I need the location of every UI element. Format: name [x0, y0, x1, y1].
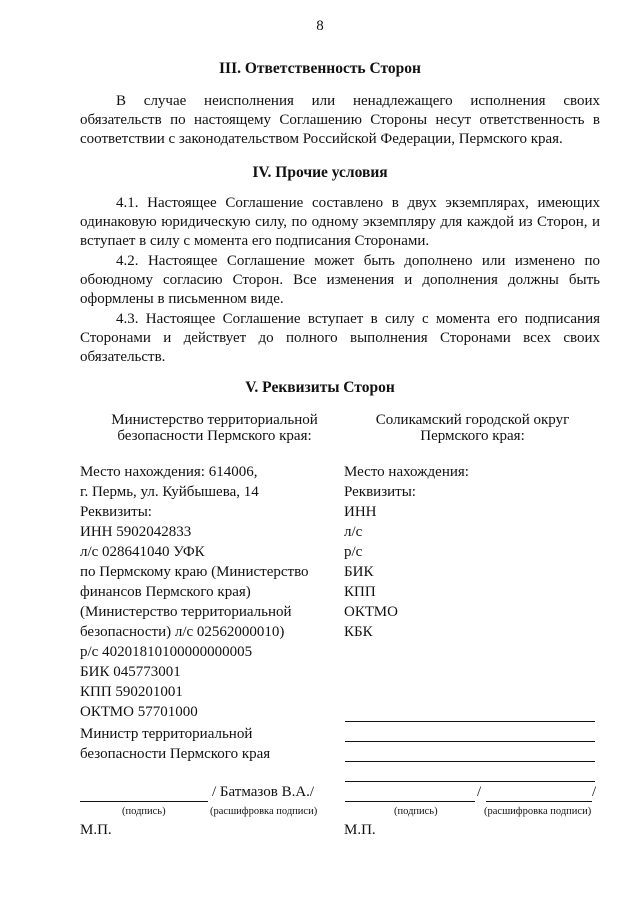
left-line: финансов Пермского края) — [80, 584, 251, 600]
left-line: Место нахождения: 614006, — [80, 464, 258, 480]
right-blank-line — [345, 741, 595, 742]
left-line: КПП 590201001 — [80, 684, 183, 700]
section-3-title: III. Ответственность Сторон — [219, 60, 421, 77]
right-line: Место нахождения: — [344, 464, 469, 480]
left-stamp-mark: М.П. — [80, 822, 112, 838]
left-signature-caption: (подпись) — [122, 806, 166, 817]
section-5-title: V. Реквизиты Сторон — [245, 379, 395, 396]
right-signature-caption: (подпись) — [394, 806, 438, 817]
right-line: р/с — [344, 544, 363, 560]
left-line: ИНН 5902042833 — [80, 524, 192, 540]
right-blank-line — [345, 781, 595, 782]
right-blank-line — [345, 721, 595, 722]
left-line: л/с 028641040 УФК — [80, 544, 205, 560]
right-signature-slash: / — [477, 784, 482, 800]
right-line: ИНН — [344, 504, 377, 520]
left-line: БИК 045773001 — [80, 664, 181, 680]
right-line: Реквизиты: — [344, 484, 416, 500]
left-line: (Министерство территориальной — [80, 604, 292, 620]
page-number: 8 — [316, 18, 324, 34]
right-decode-line — [486, 801, 592, 802]
left-decode-caption: (расшифровка подписи) — [210, 806, 318, 817]
right-line: КБК — [344, 624, 373, 640]
right-stamp-mark: М.П. — [344, 822, 376, 838]
right-decode-caption: (расшифровка подписи) — [484, 806, 592, 817]
left-signature-name: / Батмазов В.А./ — [212, 784, 315, 800]
left-signatory-title: безопасности Пермского края — [80, 746, 271, 762]
right-signature-slash: / — [592, 784, 597, 800]
left-party-header: Министерство территориальной безопасности Пермского края: — [111, 412, 318, 444]
right-signature-line — [345, 801, 475, 802]
left-line: р/с 40201810100000000005 — [80, 644, 253, 660]
right-line: л/с — [344, 524, 363, 540]
section-4-paragraph-1: 4.1. Настоящее Соглашение составлено в двух экземплярах, имеющих одинаковую юридическую силу, по одному экземпляру для каждой из Сторон, и вступает в силу с момента его подписания Сторонами. — [80, 195, 600, 249]
section-3-text: В случае неисполнения или ненадлежащего исполнения своих обязательств по настоящему Соглашению Стороны несут ответственность в соответствии с законодательством Российской Федерации, Пермского края. — [80, 93, 600, 147]
left-line: безопасности) л/с 02562000010) — [80, 624, 285, 640]
left-line: ОКТМО 57701000 — [80, 704, 198, 720]
section-4-paragraph-2: 4.2. Настоящее Соглашение может быть дополнено или изменено по обоюдному согласию Сторон. Все изменения и дополнения должны быть оформлены в письменном виде. — [80, 253, 600, 307]
left-signature-line — [80, 801, 208, 802]
left-line: Реквизиты: — [80, 504, 152, 520]
left-line: по Пермскому краю (Министерство — [80, 564, 309, 580]
right-line: БИК — [344, 564, 374, 580]
left-signatory-title: Министр территориальной — [80, 726, 253, 742]
section-4-paragraph-3: 4.3. Настоящее Соглашение вступает в силу с момента его подписания Сторонами и действует до полного выполнения Сторонами всех своих обязательств. — [80, 311, 600, 365]
left-line: г. Пермь, ул. Куйбышева, 14 — [80, 484, 259, 500]
section-4-title: IV. Прочие условия — [252, 164, 388, 181]
right-blank-line — [345, 761, 595, 762]
right-line: КПП — [344, 584, 376, 600]
right-line: ОКТМО — [344, 604, 398, 620]
right-party-header: Соликамский городской округ Пермского края: — [375, 412, 570, 444]
